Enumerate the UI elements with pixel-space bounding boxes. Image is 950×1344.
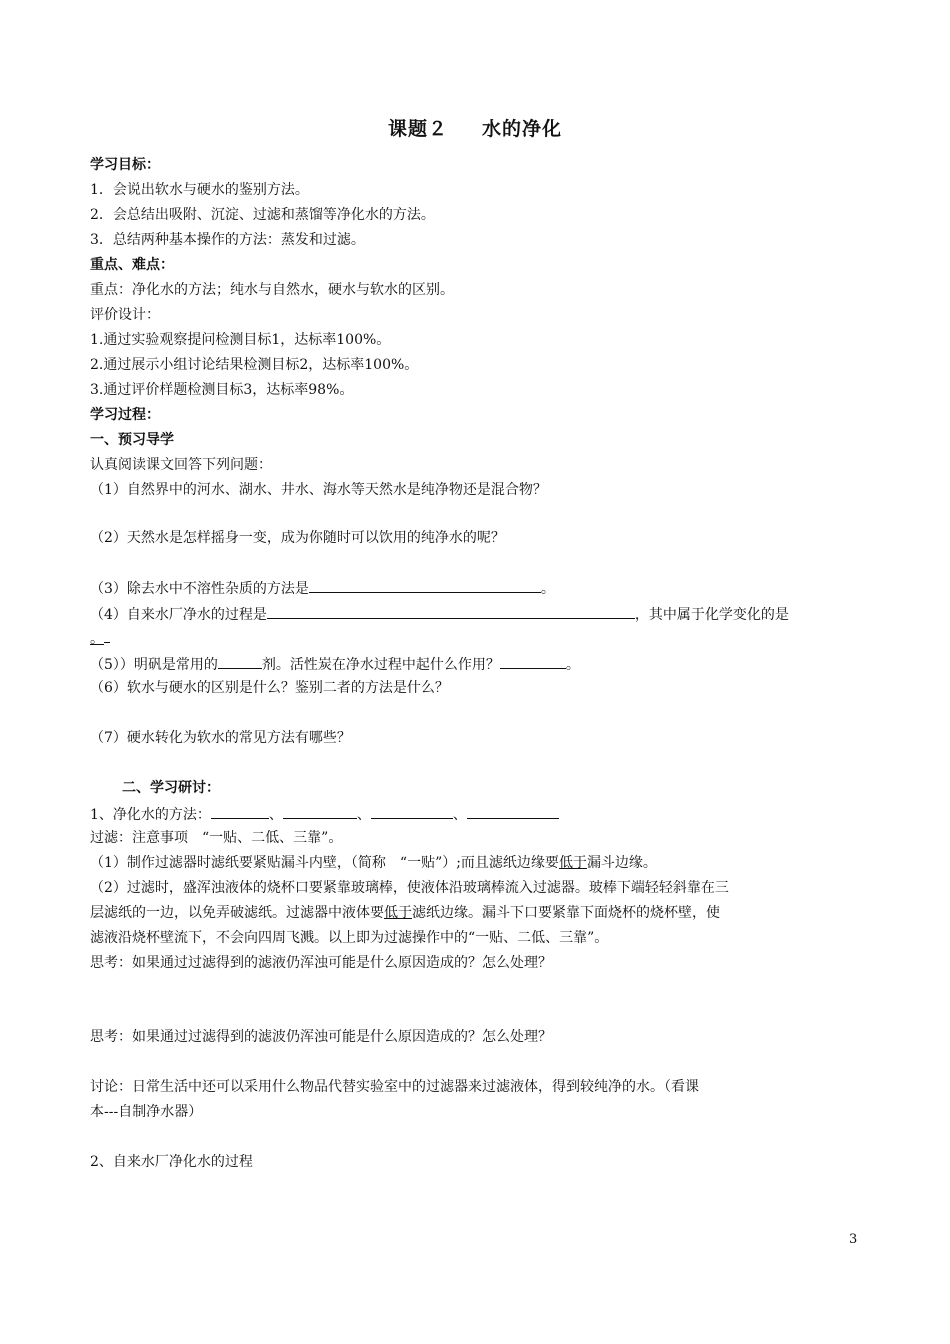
answer-blank[interactable]	[309, 577, 541, 593]
evaluation-heading: 评价设计：	[90, 307, 160, 323]
think-question-1: 思考：如果通过过滤得到的滤液仍浑浊可能是什么原因造成的？怎么处理？	[90, 955, 552, 971]
question-4: （4）自来水厂净水的过程是 ，其中属于化学变化的是	[90, 603, 865, 625]
page-number: 3	[849, 1232, 858, 1247]
question-4-end	[90, 627, 865, 649]
question-6: （6）软水与硬水的区别是什么？鉴别二者的方法是什么？	[90, 680, 449, 696]
answer-blank[interactable]	[211, 803, 269, 819]
title-lesson-number: 课题２	[387, 118, 448, 140]
title-topic: 水的净化	[482, 118, 563, 140]
methods-line: 1、净化水的方法： 、 、 、	[90, 803, 865, 825]
question-7: （7）硬水转化为软水的常见方法有哪些？	[90, 730, 351, 746]
evaluation-item: 2.通过展示小组讨论结果检测目标2，达标率100%。	[90, 357, 419, 373]
think-question-2: 思考：如果通过过滤得到的滤波仍浑浊可能是什么原因造成的？怎么处理？	[90, 1029, 552, 1045]
answer-blank[interactable]	[218, 653, 262, 669]
process-heading: 学习过程：	[90, 407, 160, 423]
evaluation-item: 1.通过实验观察提问检测目标1，达标率100%。	[90, 332, 391, 348]
section1-heading: 一、预习导学	[90, 432, 174, 448]
objectives-heading: 学习目标：	[90, 157, 160, 173]
question-3: （3）除去水中不溶性杂质的方法是 。	[90, 577, 865, 599]
discussion-line1: 讨论：日常生活中还可以采用什么物品代替实验室中的过滤器来过滤液体，得到较纯净的水。（看课	[90, 1079, 699, 1095]
answer-blank[interactable]	[467, 803, 559, 819]
discussion-line2: 本---自制净水器）	[90, 1104, 203, 1120]
objective-item: 2．会总结出吸附、沉淀、过滤和蒸馏等净化水的方法。	[90, 207, 435, 223]
objective-item: 3．总结两种基本操作的方法：蒸发和过滤。	[90, 232, 365, 248]
filter-note: 过滤：注意事项 “一贴、二低、三靠”。	[90, 830, 343, 846]
filter-point-2-line3: 滤液沿烧杯壁流下，不会向四周飞溅。以上即为过滤操作中的“一贴、二低、三靠”。	[90, 930, 609, 946]
answer-blank[interactable]	[283, 803, 357, 819]
filter-point-2-line2: 层滤纸的一边，以免弄破滤纸。过滤器中液体要低于滤纸边缘。漏斗下口要紧靠下面烧杯的烧杯壁，使	[90, 905, 720, 921]
evaluation-item: 3.通过评价样题检测目标3，达标率98%。	[90, 382, 354, 398]
key-points-text: 重点：净化水的方法；纯水与自然水，硬水与软水的区别。	[90, 282, 454, 298]
question-2: （2）天然水是怎样摇身一变，成为你随时可以饮用的纯净水的呢？	[90, 530, 505, 546]
answer-blank[interactable]	[371, 803, 453, 819]
section2-heading: 二、学习研讨：	[122, 780, 220, 796]
question-1: （1）自然界中的河水、湖水、井水、海水等天然水是纯净物还是混合物？	[90, 482, 547, 498]
page-title	[0, 114, 950, 141]
filter-point-2-line1: （2）过滤时，盛浑浊液体的烧杯口要紧靠玻璃棒，使液体沿玻璃棒流入过滤器。玻棒下端轻轻斜靠在三	[90, 880, 729, 896]
key-points-heading: 重点、难点：	[90, 257, 174, 273]
answer-blank[interactable]	[267, 603, 635, 619]
objective-item: 1．会说出软水与硬水的鉴别方法。	[90, 182, 309, 198]
filter-point-1: （1）制作过滤器时滤纸要紧贴漏斗内壁，（简称 “一贴”）;而且滤纸边缘要低于漏斗边缘。	[90, 855, 657, 871]
answer-blank[interactable]: 。	[90, 631, 104, 647]
item-2: 2、自来水厂净化水的过程	[90, 1154, 253, 1170]
answer-blank[interactable]	[500, 653, 566, 669]
section1-intro: 认真阅读课文回答下列问题：	[90, 457, 272, 473]
question-5: （5））明矾是常用的 剂。活性炭在净水过程中起什么作用？ 。	[90, 653, 865, 675]
